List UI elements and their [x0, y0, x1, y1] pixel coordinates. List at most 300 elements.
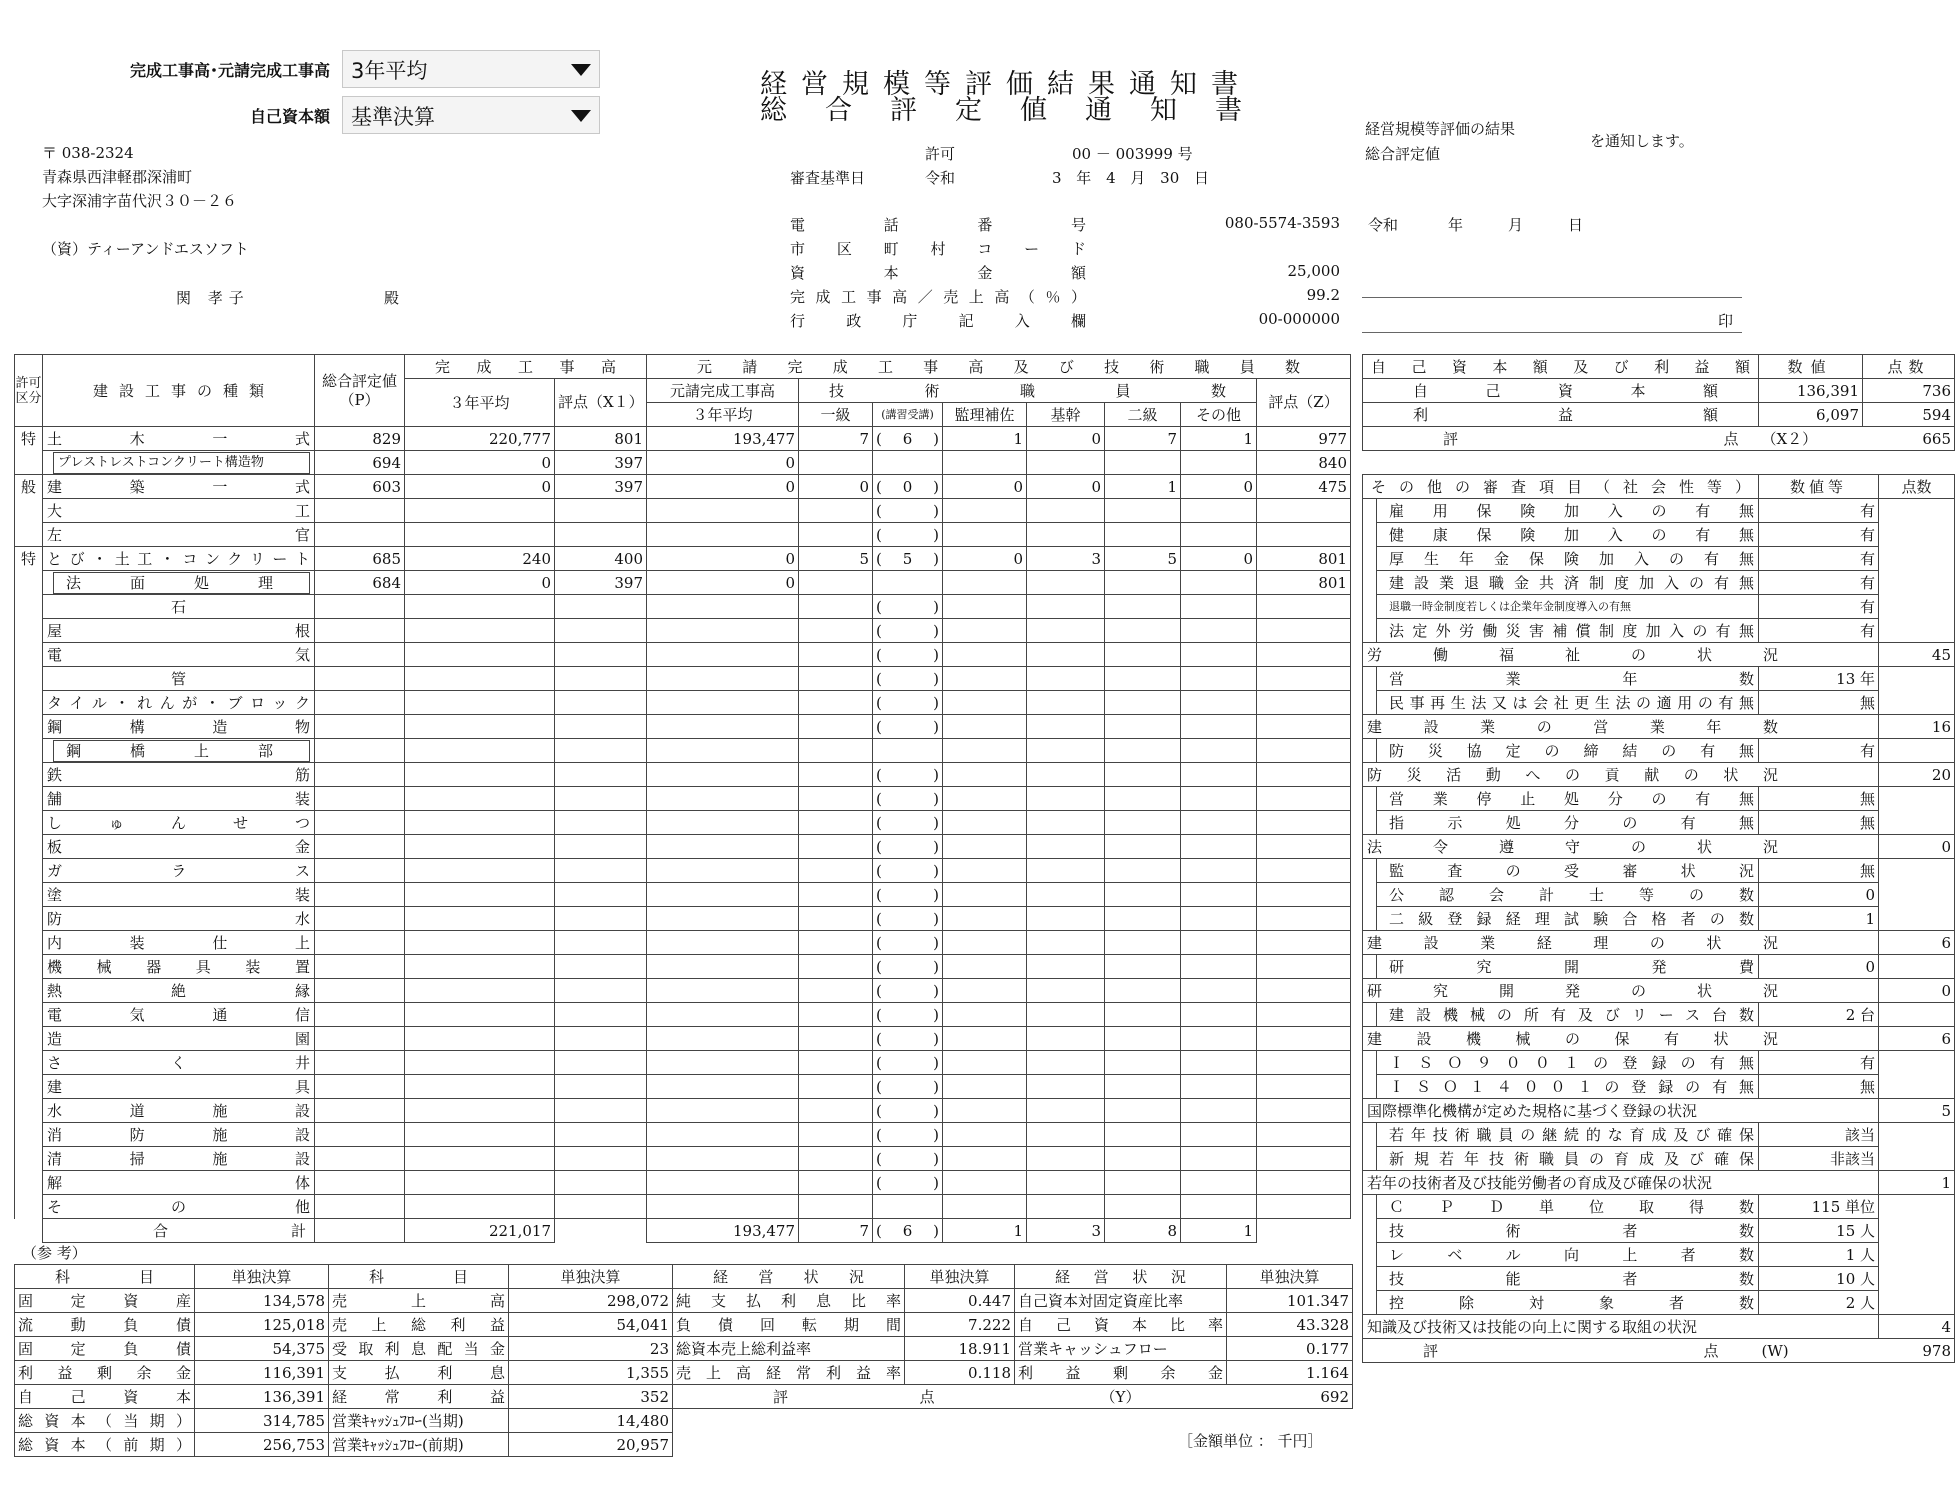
x1-cell: [555, 499, 647, 523]
x1-cell: [555, 667, 647, 691]
koshu-cell: ( ): [873, 835, 943, 859]
w-indent: [1363, 859, 1377, 883]
kanri-cell: [943, 451, 1027, 475]
ikkyu-cell: [799, 499, 873, 523]
table-row: [15, 1195, 1351, 1219]
nikyu-cell: [1105, 955, 1181, 979]
w-subtotal-score: 6: [1879, 1027, 1955, 1051]
kind-cell: 水道施設: [43, 1099, 315, 1123]
koshu-cell: ( ): [873, 667, 943, 691]
nikyu-cell: [1105, 859, 1181, 883]
sonota-cell: [1181, 1171, 1257, 1195]
motouke-cell: [647, 667, 799, 691]
nikyu-cell: [1105, 1099, 1181, 1123]
sonota-cell: [1181, 1123, 1257, 1147]
kind-cell: タイル・れんが・ブロック: [43, 691, 315, 715]
x2-header-label: 自己資本額及び利益額: [1363, 355, 1759, 379]
kanri-cell: [943, 979, 1027, 1003]
ikkyu-cell: [799, 643, 873, 667]
w-row: [1363, 883, 1955, 907]
table-row: [15, 451, 1351, 475]
avg-cell: 0: [405, 451, 555, 475]
koshu-cell: [873, 1195, 943, 1219]
table-row: [15, 1123, 1351, 1147]
w-row: [1363, 667, 1955, 691]
permit-mark: 特: [15, 547, 43, 571]
ref-c-value: 7.222: [905, 1313, 1015, 1337]
sonota-cell: 0: [1181, 475, 1257, 499]
kikan-cell: [1027, 1027, 1105, 1051]
p-cell: [315, 667, 405, 691]
total-sonota: 1: [1181, 1219, 1257, 1243]
w-indent: [1363, 619, 1377, 643]
w-indent: [1363, 883, 1377, 907]
w-row-label: 厚生年金保険加入の有無: [1377, 547, 1759, 571]
total-kikan: 3: [1027, 1219, 1105, 1243]
document-subtitle: 総合評定値通知書: [760, 95, 1280, 126]
x2-row-value: 136,391: [1759, 379, 1863, 403]
w-table: [1362, 474, 1955, 1363]
motouke-cell: [647, 643, 799, 667]
notice-line2: 総合評定値: [1365, 145, 1441, 163]
ikkyu-cell: [799, 907, 873, 931]
nikyu-cell: [1105, 1123, 1181, 1147]
sonota-cell: [1181, 931, 1257, 955]
permit-mark: 般: [15, 475, 43, 499]
ikkyu-cell: [799, 835, 873, 859]
p-cell: [315, 643, 405, 667]
w-row-score: [1879, 1219, 1955, 1243]
w-header-value: 数値等: [1759, 475, 1879, 499]
capital-select[interactable]: [342, 96, 600, 134]
motouke-cell: 193,477: [647, 427, 799, 451]
p-cell: [315, 523, 405, 547]
z-cell: [1257, 955, 1351, 979]
postal-code: 〒 038-2324: [42, 144, 134, 162]
permit-mark-empty: [15, 691, 43, 715]
ref-row: [15, 1433, 1353, 1457]
z-cell: 977: [1257, 427, 1351, 451]
ref-h-keiei: 経営状況: [673, 1265, 905, 1289]
ikkyu-cell: [799, 451, 873, 475]
motouke-cell: [647, 715, 799, 739]
avg-cell: [405, 739, 555, 763]
w-row: [1363, 1123, 1955, 1147]
issue-day: 日: [1568, 216, 1584, 234]
avg-cell: [405, 787, 555, 811]
kind-cell: 左官: [43, 523, 315, 547]
kanri-cell: [943, 1027, 1027, 1051]
permit-mark-empty: [15, 739, 43, 763]
w-row-score: [1879, 691, 1955, 715]
sonota-cell: [1181, 1051, 1257, 1075]
ref-h-tandoku: 単独決算: [195, 1265, 329, 1289]
p-cell: 684: [315, 571, 405, 595]
nikyu-cell: [1105, 715, 1181, 739]
w-row: [1363, 547, 1955, 571]
nikyu-cell: [1105, 1003, 1181, 1027]
ikkyu-cell: [799, 691, 873, 715]
w-row: [1363, 859, 1955, 883]
chevron-down-icon[interactable]: [571, 64, 591, 76]
ref-c-label: 売上高経常利益率: [673, 1361, 905, 1385]
koshu-cell: ( ): [873, 811, 943, 835]
x1-cell: [555, 955, 647, 979]
w-row-score: [1879, 1147, 1955, 1171]
ikkyu-cell: [799, 523, 873, 547]
w-row-label: 控除対象者数: [1377, 1291, 1759, 1315]
koshu-cell: [873, 571, 943, 595]
seal-mark: 印: [1718, 312, 1734, 330]
w-row-score: [1879, 595, 1955, 619]
kikan-cell: 3: [1027, 547, 1105, 571]
koshu-cell: ( ): [873, 763, 943, 787]
w-row-value: 有: [1759, 1051, 1879, 1075]
kikan-cell: [1027, 643, 1105, 667]
kanri-cell: [943, 595, 1027, 619]
p-cell: 829: [315, 427, 405, 451]
y-score-value: 692: [1227, 1385, 1353, 1409]
ref-row: [15, 1337, 1353, 1361]
table-row: [15, 1147, 1351, 1171]
kanri-cell: [943, 1099, 1027, 1123]
kind-cell: さく井: [43, 1051, 315, 1075]
ikkyu-cell: [799, 1027, 873, 1051]
w-row-label: 若年技術職員の継続的な育成及び確保: [1377, 1123, 1759, 1147]
koshu-cell: ( ): [873, 907, 943, 931]
permit-mark-empty: [15, 1003, 43, 1027]
ref-b-label: 営業ｷｬｯｼｭﾌﾛｰ(前期): [329, 1433, 509, 1457]
kind-cell: とび・土工・コンクリート: [43, 547, 315, 571]
x1-cell: [555, 1099, 647, 1123]
p-cell: [315, 739, 405, 763]
kikan-cell: [1027, 787, 1105, 811]
kanri-cell: [943, 691, 1027, 715]
ref-h-tandoku: 単独決算: [1227, 1265, 1353, 1289]
z-header: 評点（Z）: [1257, 379, 1351, 427]
w-header: [1363, 475, 1955, 499]
p-cell: [315, 931, 405, 955]
x1-cell: [555, 739, 647, 763]
x2-score-key: （X２）: [1759, 427, 1863, 451]
z-cell: [1257, 787, 1351, 811]
w-row-label: 研究開発費: [1377, 955, 1759, 979]
table-row: [15, 1051, 1351, 1075]
ref-b-label: 経常利益: [329, 1385, 509, 1409]
sonota-cell: [1181, 739, 1257, 763]
table-row: [15, 1171, 1351, 1195]
w-row-label: 指示処分の有無: [1377, 811, 1759, 835]
motouke-sub-header: 元請完成工事高: [647, 379, 799, 403]
w-subtotal-label: 労働福祉の状況: [1363, 643, 1879, 667]
kanri-cell: [943, 643, 1027, 667]
nikyu-cell: [1105, 1171, 1181, 1195]
permit-mark-empty: [15, 859, 43, 883]
info-label: 電話番号: [790, 216, 1086, 234]
w-row-value: 0: [1759, 883, 1879, 907]
x1-cell: [555, 1195, 647, 1219]
w-row-score: [1879, 667, 1955, 691]
permit-mark-empty: [15, 619, 43, 643]
completion-select[interactable]: [342, 50, 600, 88]
nikyu-cell: [1105, 667, 1181, 691]
koshu-cell: ( ): [873, 691, 943, 715]
permit-mark-empty: [15, 451, 43, 475]
total-motouke: 193,477: [647, 1219, 799, 1243]
sonota-cell: 0: [1181, 547, 1257, 571]
ref-b-value: 14,480: [509, 1409, 673, 1433]
ref-row: [15, 1409, 1353, 1433]
nikyu-cell: [1105, 523, 1181, 547]
x1-cell: [555, 763, 647, 787]
z-cell: [1257, 1099, 1351, 1123]
w-subtotal-label: 建設業経理の状況: [1363, 931, 1879, 955]
permit-mark-empty: [15, 715, 43, 739]
avg-cell: [405, 835, 555, 859]
x2-row-score: 594: [1863, 403, 1955, 427]
permit-mark-empty: [15, 955, 43, 979]
chevron-down-icon[interactable]: [571, 110, 591, 122]
motouke-cell: [647, 1195, 799, 1219]
info-value: 99.2: [1306, 286, 1340, 304]
kikan-cell: [1027, 595, 1105, 619]
kind-cell: 管: [43, 667, 315, 691]
permit-mark-empty: [15, 787, 43, 811]
w-row-label: レベル向上者数: [1377, 1243, 1759, 1267]
ref-b-value: 298,072: [509, 1289, 673, 1313]
kikan-cell: [1027, 619, 1105, 643]
permit-mark-empty: [15, 1051, 43, 1075]
unit-note: ［金額単位 ： 千円］: [1178, 1432, 1323, 1450]
x1-cell: [555, 691, 647, 715]
info-label: 完成工事高／売上高（％）: [790, 288, 1086, 306]
kind-cell: 法面処理: [43, 571, 315, 595]
ref-h-keiei: 経営状況: [1015, 1265, 1227, 1289]
p-cell: [315, 835, 405, 859]
ref-h-tandoku: 単独決算: [509, 1265, 673, 1289]
w-row-score: [1879, 739, 1955, 763]
ref-h-tandoku: 単独決算: [905, 1265, 1015, 1289]
w-row-label: 新規若年技術職員の育成及び確保: [1377, 1147, 1759, 1171]
koshu-cell: ( ): [873, 955, 943, 979]
ref-a-value: 54,375: [195, 1337, 329, 1361]
w-subtotal-label: 防災活動への貢献の状況: [1363, 763, 1879, 787]
w-row-label: ＣＰＤ単位取得数: [1377, 1195, 1759, 1219]
nikyu-cell: [1105, 1147, 1181, 1171]
w-row-value: 有: [1759, 595, 1879, 619]
z-cell: [1257, 1051, 1351, 1075]
p-cell: [315, 715, 405, 739]
sonota-cell: [1181, 1075, 1257, 1099]
koshu-cell: ( ): [873, 1123, 943, 1147]
w-row-score: [1879, 859, 1955, 883]
z-cell: [1257, 907, 1351, 931]
w-subtotal-score: 4: [1879, 1315, 1955, 1339]
kanri-cell: [943, 955, 1027, 979]
motouke-header: 元請完成工事高及び技術職員数: [647, 355, 1351, 379]
w-row-label: 雇用保険加入の有無: [1377, 499, 1759, 523]
kind-header: 建設工事の種類: [43, 355, 315, 427]
motouke-cell: [647, 979, 799, 1003]
w-indent: [1363, 1051, 1377, 1075]
ref-b-label: 受取利息配当金: [329, 1337, 509, 1361]
koshu-cell: ( ): [873, 1099, 943, 1123]
z-cell: [1257, 763, 1351, 787]
ref-d-label: 自己資本対固定資産比率: [1015, 1289, 1227, 1313]
koshu-cell: ( ): [873, 859, 943, 883]
p-cell: [315, 763, 405, 787]
kikan-cell: [1027, 667, 1105, 691]
ref-b-label: 売上総利益: [329, 1313, 509, 1337]
w-row-value: 該当: [1759, 1123, 1879, 1147]
motouke-cell: [647, 1171, 799, 1195]
ref-d-label: 自己資本比率: [1015, 1313, 1227, 1337]
w-row: [1363, 1267, 1955, 1291]
ref-d-label: 利益剰余金: [1015, 1361, 1227, 1385]
w-indent: [1363, 1243, 1377, 1267]
w-subtotal-label: 国際標準化機構が定めた規格に基づく登録の状況: [1363, 1099, 1879, 1123]
motouke-cell: [647, 1075, 799, 1099]
avg-cell: [405, 979, 555, 1003]
w-row-label: 公認会計士等の数: [1377, 883, 1759, 907]
w-indent: [1363, 811, 1377, 835]
info-row: [790, 286, 1340, 310]
ref-a-label: 利益剰余金: [15, 1361, 195, 1385]
w-row-score: [1879, 1051, 1955, 1075]
koshu-cell: ( ): [873, 1051, 943, 1075]
p-cell: [315, 1195, 405, 1219]
z-cell: [1257, 691, 1351, 715]
kind-cell: 鉄筋: [43, 763, 315, 787]
main-header-row-1: [15, 355, 1351, 379]
ikkyu-cell: [799, 763, 873, 787]
w-row-label: 監査の受審状況: [1377, 859, 1759, 883]
w-indent: [1363, 1075, 1377, 1099]
w-row-value: 非該当: [1759, 1147, 1879, 1171]
x2-score-row: [1363, 427, 1955, 451]
w-subtotal-label: 法令遵守の状況: [1363, 835, 1879, 859]
w-row-label: 防災協定の締結の有無: [1377, 739, 1759, 763]
table-row: [15, 691, 1351, 715]
review-date: 3 年 4 月 30 日: [1052, 169, 1210, 187]
p-cell: [315, 499, 405, 523]
x1-cell: [555, 907, 647, 931]
avg-cell: [405, 523, 555, 547]
w-row-value: 有: [1759, 523, 1879, 547]
reference-table: [14, 1264, 1353, 1457]
w-row-value: 1: [1759, 907, 1879, 931]
kikan-cell: [1027, 1051, 1105, 1075]
avg-cell: [405, 499, 555, 523]
sonota-cell: [1181, 643, 1257, 667]
koshu-cell: ( ): [873, 1075, 943, 1099]
table-row: [15, 1027, 1351, 1051]
p-cell: [315, 619, 405, 643]
avg-cell: [405, 907, 555, 931]
w-row-score: [1879, 1003, 1955, 1027]
p-cell: [315, 1123, 405, 1147]
w-row-score: [1879, 1123, 1955, 1147]
w-indent: [1363, 499, 1377, 523]
kikan-cell: [1027, 955, 1105, 979]
z-cell: [1257, 931, 1351, 955]
w-row-score: [1879, 499, 1955, 523]
x1-cell: [555, 523, 647, 547]
w-indent: [1363, 691, 1377, 715]
w-row: [1363, 907, 1955, 931]
x1-cell: [555, 1051, 647, 1075]
w-header-label: その他の審査項目（社会性等）: [1363, 475, 1759, 499]
ikkyu-cell: [799, 931, 873, 955]
kansei-header: 完成工事高: [405, 355, 647, 379]
x1-cell: [555, 715, 647, 739]
sonota-cell: [1181, 715, 1257, 739]
sonota-cell: [1181, 571, 1257, 595]
info-value: 00-000000: [1258, 310, 1340, 328]
permit-mark-empty: [15, 1123, 43, 1147]
p-cell: [315, 787, 405, 811]
sonota-cell: [1181, 883, 1257, 907]
total-kanri: 1: [943, 1219, 1027, 1243]
x1-cell: 397: [555, 571, 647, 595]
sonota-cell: [1181, 691, 1257, 715]
kanri-cell: [943, 1075, 1027, 1099]
ikkyu-cell: [799, 1123, 873, 1147]
nikyu-header: 二級: [1105, 403, 1181, 427]
completion-label: 完成工事高･元請完成工事高: [129, 61, 330, 80]
x2-row-label: 利益額: [1363, 403, 1759, 427]
x1-cell: [555, 1123, 647, 1147]
z-cell: 801: [1257, 571, 1351, 595]
kikan-cell: [1027, 859, 1105, 883]
z-cell: [1257, 523, 1351, 547]
w-row-label: 法定外労働災害補償制度加入の有無: [1377, 619, 1759, 643]
w-subtotal-score: 0: [1879, 979, 1955, 1003]
motouke-cell: [647, 811, 799, 835]
ref-row: [15, 1289, 1353, 1313]
address-line2: 大字深浦字苗代沢３０－２６: [42, 192, 238, 210]
sonota-cell: [1181, 763, 1257, 787]
koshu-cell: [873, 739, 943, 763]
ref-b-value: 54,041: [509, 1313, 673, 1337]
w-row: [1363, 1219, 1955, 1243]
permit-mark-empty: [15, 979, 43, 1003]
w-subtotal-row: [1363, 643, 1955, 667]
w-row-value: 2 台: [1759, 1003, 1879, 1027]
kikan-cell: [1027, 979, 1105, 1003]
x1-cell: [555, 979, 647, 1003]
ikkyu-cell: [799, 1171, 873, 1195]
p-cell: 694: [315, 451, 405, 475]
sonota-cell: [1181, 667, 1257, 691]
kind-cell: 土木一式: [43, 427, 315, 451]
p-cell: [315, 1003, 405, 1027]
y-score-key: （Y）: [1015, 1385, 1227, 1409]
ref-c-value: 18.911: [905, 1337, 1015, 1361]
sonota-cell: [1181, 1099, 1257, 1123]
kind-cell: 建築一式: [43, 475, 315, 499]
ref-c-label: 総資本売上総利益率: [673, 1337, 905, 1361]
motouke-cell: [647, 499, 799, 523]
issue-era: 令和: [1368, 216, 1399, 234]
z-cell: 801: [1257, 547, 1351, 571]
ref-h-kamoku: 科目: [15, 1265, 195, 1289]
permit-mark-empty: [15, 499, 43, 523]
sonota-cell: [1181, 835, 1257, 859]
koshu-cell: ( ): [873, 979, 943, 1003]
koshu-cell: ( ): [873, 715, 943, 739]
ref-d-value: 101.347: [1227, 1289, 1353, 1313]
